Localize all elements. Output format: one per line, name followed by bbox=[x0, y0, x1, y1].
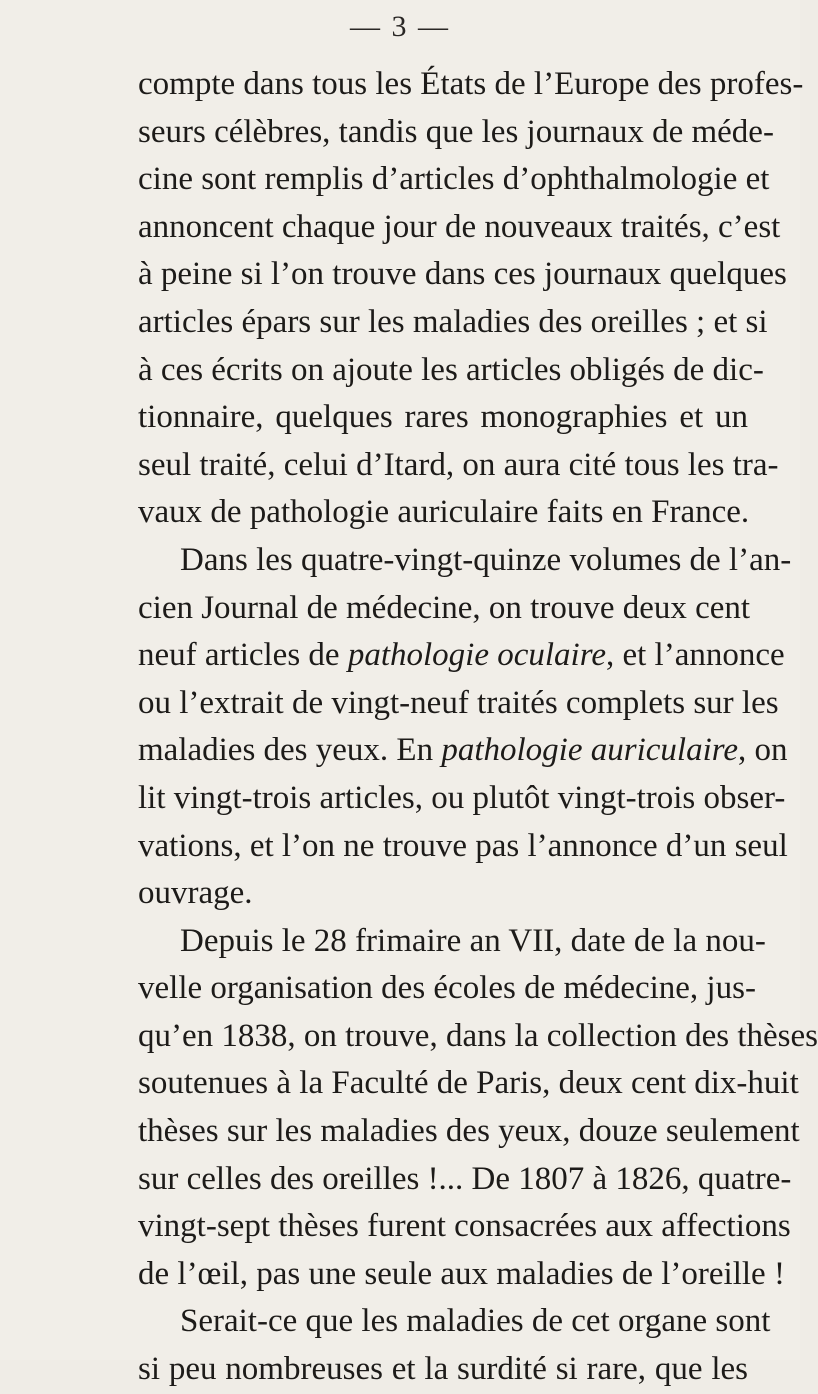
text-line-27: Serait-ce que les maladies de cet organe sont bbox=[180, 1303, 771, 1340]
body-text bbox=[138, 61, 818, 1394]
text-line-22: soutenues à la Faculté de Paris, deux cent dix-huit bbox=[138, 1065, 799, 1102]
text-line-9: seul traité, celui d’Itard, on aura cité tous les tra- bbox=[138, 446, 779, 483]
text-line-7: à ces écrits on ajoute les articles obligés de dic- bbox=[138, 351, 764, 388]
text-line-2: seurs célèbres, tandis que les journaux de méde- bbox=[138, 113, 774, 150]
text-line-13 bbox=[138, 632, 785, 680]
text-line-18: ouvrage. bbox=[138, 875, 253, 912]
text-line-26: de l’œil, pas une seule aux maladies de l’oreille ! bbox=[138, 1255, 785, 1292]
italic-term-pathologie-auriculaire: pathologie auriculaire bbox=[441, 732, 739, 769]
page-number: — 3 — bbox=[350, 10, 450, 43]
text-line-8: tionnaire, quelques rares monographies et un bbox=[138, 399, 748, 436]
text-line-19: Depuis le 28 frimaire an VII, date de la nou- bbox=[180, 922, 766, 959]
text-line-15-end: , on bbox=[738, 732, 788, 769]
text-line-12: cien Journal de médecine, on trouve deux cent bbox=[138, 589, 751, 626]
text-line-16: lit vingt-trois articles, ou plutôt vingt-trois obser- bbox=[138, 779, 786, 816]
text-line-4: annoncent chaque jour de nouveaux traités, c’est bbox=[138, 208, 781, 245]
text-line-25: vingt-sept thèses furent consacrées aux affections bbox=[138, 1208, 791, 1245]
text-line-3: cine sont remplis d’articles d’ophthalmologie et bbox=[138, 161, 770, 198]
text-line-5: à peine si l’on trouve dans ces journaux quelques bbox=[138, 256, 787, 293]
text-line-21: qu’en 1838, on trouve, dans la collection des thèses bbox=[138, 1017, 818, 1054]
text-line-11: Dans les quatre-vingt-quinze volumes de l’an- bbox=[180, 541, 792, 578]
text-line-20: velle organisation des écoles de médecine, jus- bbox=[138, 970, 756, 1007]
text-line-15-start: maladies des yeux. En bbox=[138, 732, 442, 769]
text-line-14: ou l’extrait de vingt-neuf traités complets sur les bbox=[138, 684, 779, 721]
text-line-15 bbox=[138, 727, 788, 775]
text-line-1: compte dans tous les États de l’Europe des profes- bbox=[138, 66, 804, 102]
text-line-23: thèses sur les maladies des yeux, douze seulement bbox=[138, 1113, 800, 1150]
text-line-24: sur celles des oreilles !... De 1807 à 1826, quatre- bbox=[138, 1160, 792, 1197]
text-line-13-start: neuf articles de bbox=[138, 637, 348, 674]
italic-term-pathologie-oculaire: pathologie oculaire bbox=[347, 637, 606, 674]
text-line-17: vations, et l’on ne trouve pas l’annonce d’un seul bbox=[138, 827, 788, 864]
text-line-10: vaux de pathologie auriculaire faits en France. bbox=[138, 494, 750, 531]
text-line-28: si peu nombreuses et la surdité si rare, que les bbox=[138, 1351, 748, 1388]
text-line-6: articles épars sur les maladies des oreilles ; et si bbox=[138, 303, 768, 340]
text-line-13-end: , et l’annonce bbox=[605, 637, 785, 674]
